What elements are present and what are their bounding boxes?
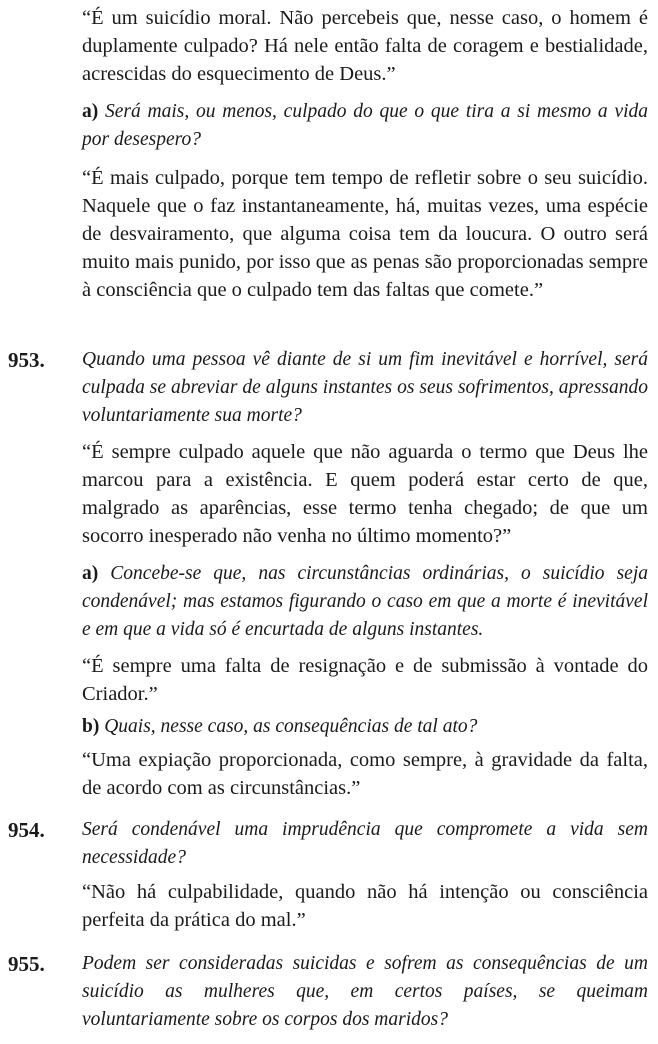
sub-question-text: Quais, nesse caso, as consequências de tal ato? [104,716,478,737]
question-number: 954. [8,818,45,842]
answer-paragraph: “Não há culpabilidade, quando não há intenção ou consciência perfeita da prática do mal.” [82,881,648,931]
sub-question-letter: a) [82,101,99,122]
sub-question-text: Será mais, ou menos, culpado do que o que tira a si mesmo a vida por desespero? [82,101,649,150]
answer-paragraph: “É sempre culpado aquele que não aguarda o termo que Deus lhe marcou para a existência. E quem poderá estar certo de que, malgrado as aparências, esse termo tenha chegado; de que um socorro inesperado não venha no último momento?” [82,441,648,547]
answer-paragraph: “É um suicídio moral. Não percebeis que, nesse caso, o homem é duplamente culpado? Há nele então falta de coragem e bestialidade, acrescidas do esquecimento de Deus.” [82,7,648,85]
question-text: Quando uma pessoa vê diante de si um fim inevitável e horrível, será culpada se abreviar de alguns instantes os seus sofrimentos, apressando voluntariamente sua morte? [82,349,648,426]
sub-question-b [82,713,648,741]
question-text: Será condenável uma imprudência que compromete a vida sem necessidade? [82,819,648,868]
sub-question-a [82,560,648,644]
question-number: 955. [8,952,45,976]
sub-question-letter: a) [82,563,99,584]
sub-question-letter: b) [82,716,100,737]
answer-paragraph: “É mais culpado, porque tem tempo de refletir sobre o seu suicídio. Naquele que o faz instantaneamente, há, muitas vezes, uma espécie de desvairamento, que alguma coisa tem da loucura. O outro será muito mais punido, por isso que as penas são proporcionadas sempre à consciência que o culpado tem das faltas que comete.” [82,167,648,301]
question-text: Podem ser consideradas suicidas e sofrem as consequências de um suicídio as mulheres que, em certos países, se queimam voluntariamente sobre os corpos dos maridos? [82,953,648,1030]
answer-paragraph: “É sempre uma falta de resignação e de submissão à vontade do Criador.” [82,655,648,705]
sub-question-text: Concebe-se que, nas circunstâncias ordinárias, o suicídio seja condenável; mas estamos figurando o caso em que a morte é inevitável e em que a vida só é encurtada de alguns instantes. [82,563,648,640]
question-number: 953. [8,348,45,372]
answer-paragraph: “Uma expiação proporcionada, como sempre, à gravidade da falta, de acordo com as circunstâncias.” [82,749,648,799]
sub-question-a [82,98,648,154]
